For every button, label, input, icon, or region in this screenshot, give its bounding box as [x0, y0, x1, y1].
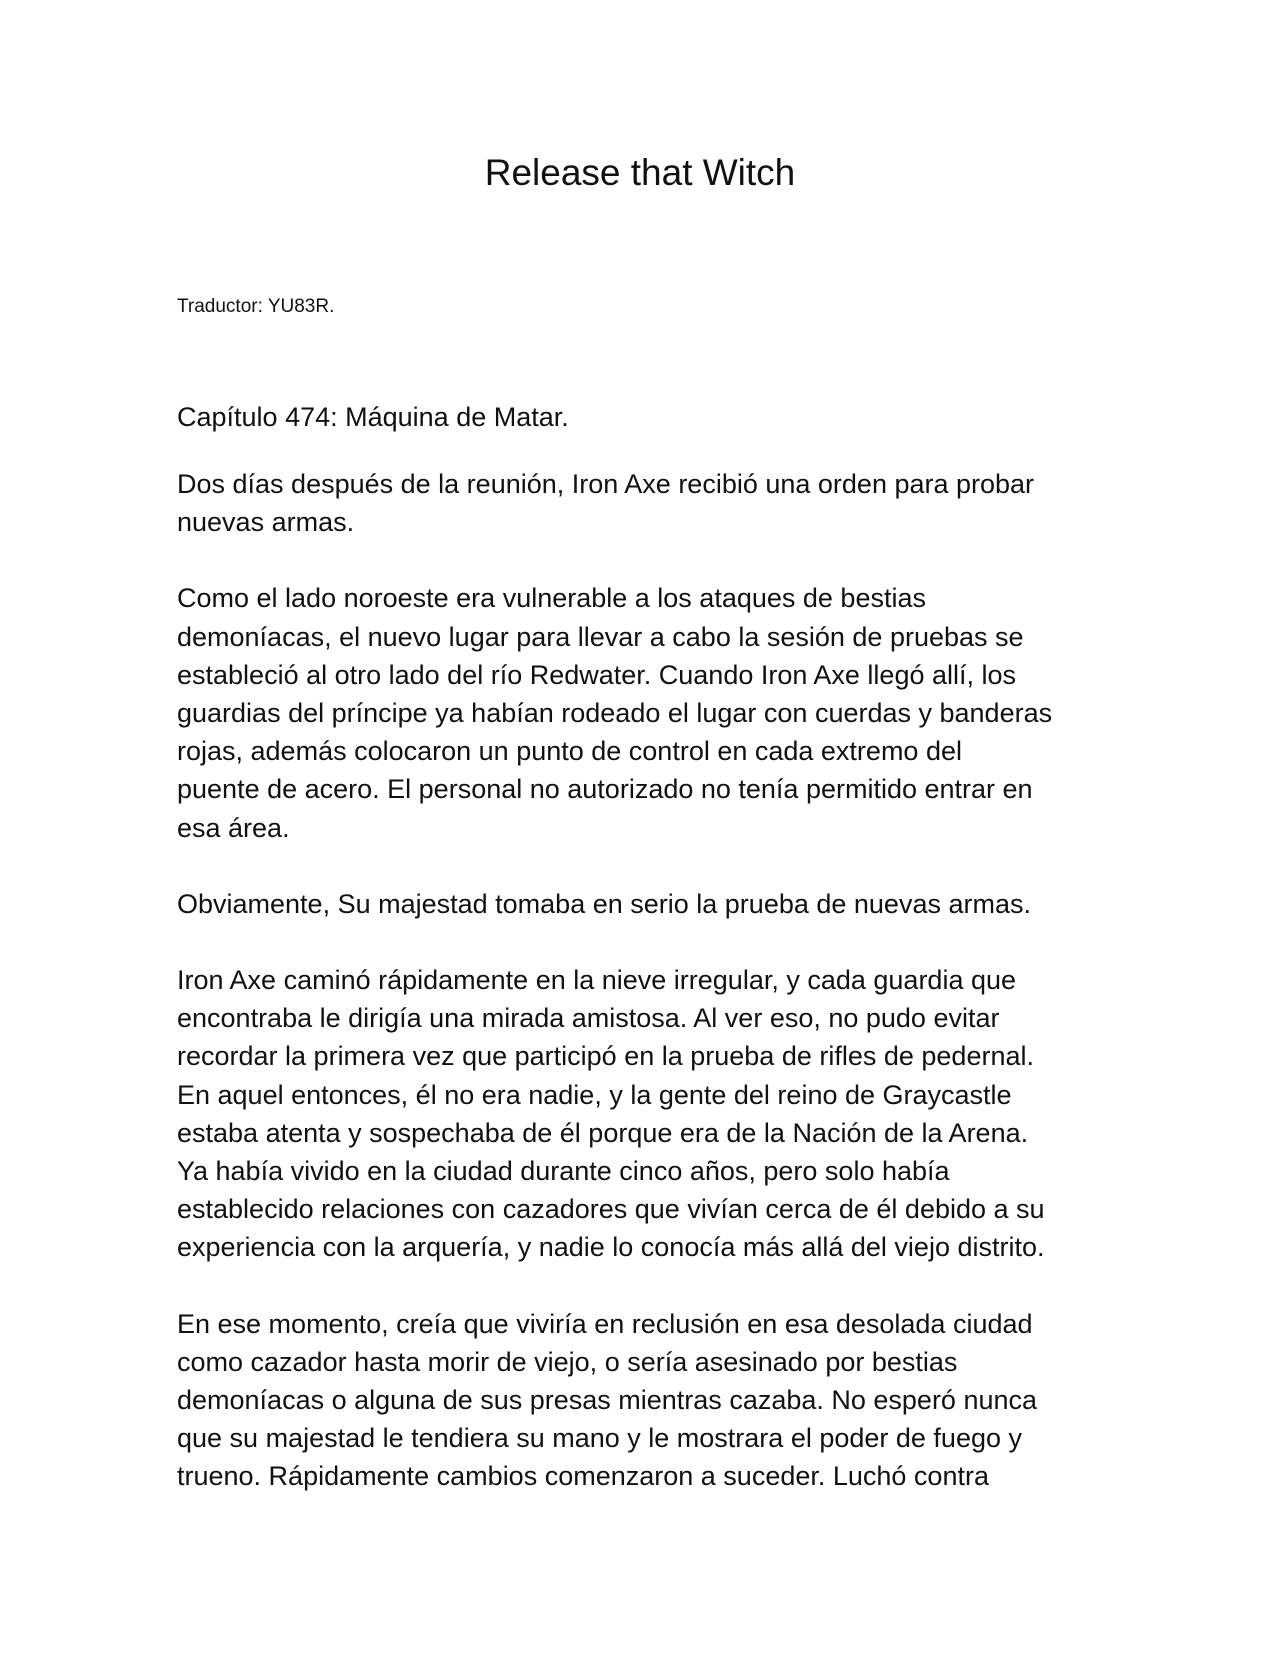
paragraph-5: [177, 1305, 1117, 1496]
text-line: trueno. Rápidamente cambios comenzaron a suceder. Luchó contra: [177, 1461, 989, 1492]
text-line: Dos días después de la reunión, Iron Axe recibió una orden para probar: [177, 469, 1035, 499]
text-line: demoníacas, el nuevo lugar para llevar a cabo la sesión de pruebas se: [177, 621, 1024, 652]
text-line: que su majestad le tendiera su mano y le mostrara el poder de fuego y: [177, 1423, 1022, 1454]
text-line: esa área.: [177, 812, 290, 843]
text-line: guardias del príncipe ya habían rodeado el lugar con cuerdas y banderas: [177, 698, 1053, 729]
chapter-heading: Capítulo 474: Máquina de Matar.: [177, 402, 569, 432]
text-line: demoníacas o alguna de sus presas mientras cazaba. No esperó nunca: [177, 1385, 1038, 1416]
paragraph-2: [177, 579, 1117, 846]
paragraph-3: [177, 885, 1117, 923]
text-line: encontraba le dirigía una mirada amistosa. Al ver eso, no pudo evitar: [177, 1003, 1000, 1034]
text-line: Iron Axe caminó rápidamente en la nieve irregular, y cada guardia que: [177, 965, 1017, 996]
text-line: Ya había vivido en la ciudad durante cinco años, pero solo había: [177, 1156, 950, 1187]
text-line: establecido relaciones con cazadores que vivían cerca de él debido a su: [177, 1194, 1045, 1225]
text-line: recordar la primera vez que participó en la prueba de rifles de pedernal.: [177, 1041, 1034, 1072]
text-line: Como el lado noroeste era vulnerable a los ataques de bestias: [177, 583, 926, 614]
text-line: En aquel entonces, él no era nadie, y la gente del reino de Graycastle: [177, 1079, 1012, 1110]
text-line: estableció al otro lado del río Redwater. Cuando Iron Axe llegó allí, los: [177, 659, 1017, 690]
text-line: como cazador hasta morir de viejo, o sería asesinado por bestias: [177, 1346, 958, 1377]
text-line: puente de acero. El personal no autorizado no tenía permitido entrar en: [177, 774, 1033, 805]
translator-credit: Traductor: YU83R.: [177, 296, 335, 317]
text-line: nuevas armas.: [177, 507, 355, 538]
text-line: En ese momento, creía que viviría en reclusión en esa desolada ciudad: [177, 1308, 1033, 1339]
paragraph-1: [177, 465, 1117, 541]
text-line: experiencia con la arquería, y nadie lo conocía más allá del viejo distrito.: [177, 1232, 1045, 1263]
text-line: rojas, además colocaron un punto de control en cada extremo del: [177, 736, 962, 767]
text-line: estaba atenta y sospechaba de él porque era de la Nación de la Arena.: [177, 1117, 1029, 1148]
document-title: Release that Witch: [484, 152, 796, 193]
paragraph-4: [177, 961, 1117, 1267]
body-text: [177, 465, 1117, 1534]
text-line: Obviamente, Su majestad tomaba en serio la prueba de nuevas armas.: [177, 888, 1031, 919]
